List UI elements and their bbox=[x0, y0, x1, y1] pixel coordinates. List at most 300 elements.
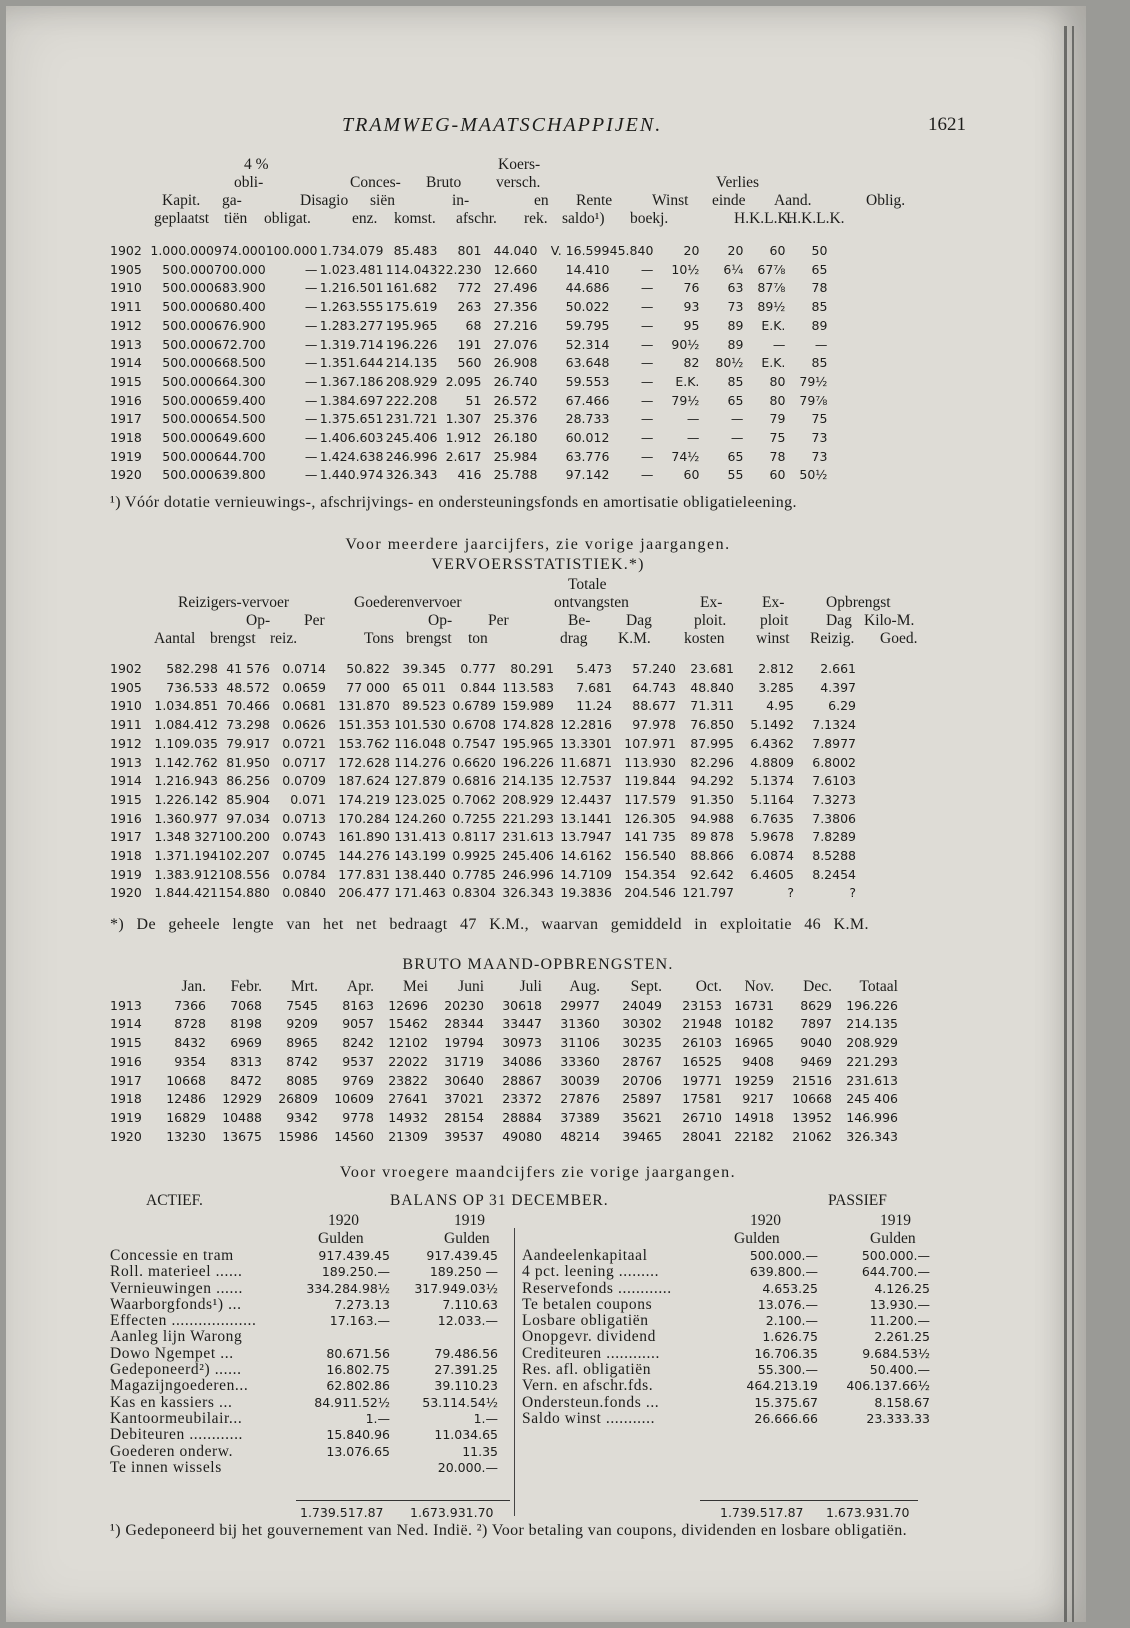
balance-value: 406.137.66½ bbox=[846, 1378, 930, 1394]
table-cell: 326.343 bbox=[846, 1128, 898, 1144]
table-cell: 27.356 bbox=[493, 299, 538, 315]
table-row bbox=[110, 866, 856, 885]
table-cell: 639.800 bbox=[214, 467, 266, 483]
balance-row bbox=[522, 1264, 930, 1280]
row-label: 1919 bbox=[110, 866, 142, 882]
header-cell: Op- bbox=[428, 612, 453, 629]
header-cell: boekj. bbox=[630, 210, 669, 227]
table-cell: 20 bbox=[727, 243, 744, 258]
balance-item: Kantoormeubilair... bbox=[110, 1409, 243, 1427]
table-cell: 26710 bbox=[682, 1109, 722, 1125]
table-cell: 12.7537 bbox=[560, 773, 612, 789]
table-cell: 13.1441 bbox=[560, 810, 612, 826]
table-cell: 1.283.277 bbox=[319, 317, 384, 333]
page-edge bbox=[1072, 26, 1074, 1622]
balance-value: 9.684.53½ bbox=[862, 1345, 930, 1361]
table-cell: 45.840 bbox=[609, 243, 654, 258]
table-cell: — bbox=[304, 280, 318, 296]
unit-label: Gulden bbox=[870, 1230, 916, 1247]
table-cell: 8242 bbox=[342, 1035, 374, 1051]
table-cell: 8472 bbox=[230, 1072, 262, 1088]
table-cell: 11.24 bbox=[576, 698, 612, 714]
balance-value: 11.35 bbox=[462, 1443, 498, 1459]
table-cell: 113.930 bbox=[624, 754, 676, 770]
table-cell: 114.043 bbox=[385, 261, 438, 277]
table-cell: 74½ bbox=[671, 448, 700, 464]
table-cell: 22182 bbox=[734, 1128, 774, 1144]
table-cell: 73 bbox=[811, 430, 828, 446]
table-cell: 171.463 bbox=[394, 885, 446, 901]
table-cell: 1.109.035 bbox=[154, 735, 218, 751]
table-cell: 8198 bbox=[230, 1016, 262, 1032]
header-cell: H.K.L.K. bbox=[734, 210, 793, 227]
table-cell: 2.661 bbox=[820, 661, 856, 676]
balance-item: Magazijngoederen... bbox=[110, 1377, 249, 1395]
table-cell: 12.2816 bbox=[560, 717, 612, 733]
table-cell: 222.208 bbox=[385, 392, 438, 408]
table-row bbox=[110, 697, 856, 716]
table-cell: 668.500 bbox=[214, 355, 266, 371]
table-cell: 73 bbox=[811, 448, 828, 464]
table-cell: — bbox=[686, 411, 700, 427]
table-cell: 12.660 bbox=[493, 261, 538, 277]
concession-table bbox=[110, 242, 827, 485]
table-cell: 27.076 bbox=[493, 336, 538, 352]
header-cell: ga- bbox=[222, 192, 242, 209]
table-cell: 221.293 bbox=[846, 1053, 898, 1069]
table-cell: 0.0709 bbox=[282, 773, 326, 789]
table-cell: 101.530 bbox=[394, 717, 446, 733]
actief-table bbox=[110, 1248, 498, 1476]
header-cell: enz. bbox=[352, 210, 378, 227]
table-cell: 7.3806 bbox=[812, 810, 856, 826]
table-cell: 79½ bbox=[671, 392, 700, 408]
table-cell: 9040 bbox=[800, 1035, 832, 1051]
balance-value: 11.034.65 bbox=[434, 1427, 498, 1443]
table-cell: 39537 bbox=[444, 1128, 484, 1144]
table-cell: 30640 bbox=[444, 1072, 484, 1088]
balance-row bbox=[110, 1460, 498, 1476]
row-label: 1912 bbox=[110, 735, 142, 751]
row-label: 1905 bbox=[110, 261, 142, 277]
table-cell: 19.3836 bbox=[560, 885, 612, 901]
table-cell: 0.7255 bbox=[452, 810, 496, 826]
table-cell: 57.240 bbox=[632, 661, 676, 676]
table-cell: 48214 bbox=[560, 1128, 600, 1144]
table-cell: — bbox=[304, 448, 318, 464]
balance-item: Ondersteun.fonds ... bbox=[522, 1393, 660, 1411]
balance-item: Losbare obligatiën bbox=[522, 1312, 649, 1330]
table-cell: 95 bbox=[683, 317, 700, 333]
table-row bbox=[110, 847, 856, 866]
table2-header bbox=[110, 576, 966, 652]
header-cell: versch. bbox=[496, 174, 541, 191]
table-cell: 208.929 bbox=[385, 373, 438, 389]
row-label: 1919 bbox=[110, 448, 142, 464]
table-row bbox=[110, 317, 827, 336]
table-cell: 974.000 bbox=[214, 243, 266, 258]
table-cell: 191 bbox=[457, 336, 482, 352]
table-cell: 187.624 bbox=[338, 773, 390, 789]
table-cell: 1.912 bbox=[445, 430, 482, 446]
table-cell: 560 bbox=[457, 355, 482, 371]
table-cell: 500.000 bbox=[162, 448, 214, 464]
monthly-revenue-table bbox=[110, 978, 898, 1146]
header-cell: Op- bbox=[246, 612, 271, 629]
table-cell: 44.686 bbox=[565, 280, 610, 296]
table-cell: 1.000.000 bbox=[150, 243, 214, 258]
table-cell: 76.850 bbox=[690, 717, 734, 733]
header-cell: Aand. bbox=[774, 192, 812, 209]
table-cell: 89 878 bbox=[690, 829, 734, 845]
header-cell: Goed. bbox=[880, 630, 918, 647]
table-cell: — bbox=[304, 392, 318, 408]
table-cell: ? bbox=[787, 885, 794, 901]
table-cell: 26809 bbox=[278, 1091, 318, 1107]
balance-value bbox=[390, 1329, 498, 1345]
table-cell: 3.285 bbox=[758, 679, 794, 695]
table-cell: 12929 bbox=[222, 1091, 262, 1107]
table-cell: 67.466 bbox=[565, 392, 610, 408]
table-cell: 80.291 bbox=[510, 661, 554, 676]
header-cell: afschr. bbox=[456, 210, 497, 227]
header-cell: Goederenvervoer bbox=[354, 594, 462, 611]
table-cell: 89 bbox=[811, 317, 828, 333]
balance-value: 16.706.35 bbox=[754, 1345, 818, 1361]
table-cell: 100.000 bbox=[265, 243, 318, 258]
balance-value: 16.802.75 bbox=[326, 1362, 390, 1378]
balance-item: Vernieuwingen ...... bbox=[110, 1279, 243, 1297]
table-cell: 10668 bbox=[792, 1091, 832, 1107]
table-cell: 153.762 bbox=[338, 735, 390, 751]
table-cell: 19794 bbox=[444, 1035, 484, 1051]
table-cell: 7.8977 bbox=[812, 735, 856, 751]
balance-value: 17.163.— bbox=[329, 1313, 390, 1329]
table-cell: 8728 bbox=[174, 1016, 206, 1032]
table-cell: 100.200 bbox=[218, 829, 270, 845]
table-cell: 1.263.555 bbox=[319, 299, 384, 315]
table2-title: VERVOERSSTATISTIEK.*) bbox=[431, 556, 645, 573]
row-label: 1902 bbox=[110, 243, 142, 258]
table-cell: 60 bbox=[769, 467, 786, 483]
table-cell: 16829 bbox=[166, 1109, 206, 1125]
table-cell: 48.572 bbox=[226, 679, 270, 695]
row-label: 1910 bbox=[110, 698, 142, 714]
table3-more: Voor vroegere maandcijfers zie vorige jaargangen. bbox=[339, 1164, 737, 1181]
table-cell: 177.831 bbox=[338, 866, 390, 882]
table-cell: 20706 bbox=[622, 1072, 662, 1088]
table-cell: 10488 bbox=[222, 1109, 262, 1125]
table-cell: — bbox=[640, 317, 654, 333]
running-head bbox=[110, 114, 966, 138]
table-cell: 116.048 bbox=[394, 735, 446, 751]
table-cell: 21516 bbox=[792, 1072, 832, 1088]
table-cell: 7545 bbox=[286, 997, 318, 1013]
balance-value: 11.200.— bbox=[869, 1313, 930, 1329]
year-label: 1920 bbox=[328, 1212, 359, 1229]
header-cell: obligat. bbox=[264, 210, 311, 227]
header-cell: komst. bbox=[394, 210, 436, 227]
table-cell: 25.788 bbox=[493, 467, 538, 483]
table-cell: — bbox=[640, 467, 654, 483]
table-cell: 1.360.977 bbox=[154, 810, 218, 826]
table-cell: 14.410 bbox=[565, 261, 610, 277]
month-header: Febr. bbox=[230, 978, 262, 995]
table-cell: 7.681 bbox=[576, 679, 612, 695]
balance-totals bbox=[110, 1500, 966, 1520]
balance-row bbox=[110, 1264, 498, 1280]
header-cell: Ex- bbox=[700, 594, 723, 611]
table-cell: 221.293 bbox=[502, 810, 554, 826]
table-cell: 28.733 bbox=[565, 411, 610, 427]
balance-item: Aanleg lijn Warong bbox=[110, 1328, 243, 1346]
passief-label: PASSIEF bbox=[828, 1192, 887, 1209]
balance-item: Saldo winst ........... bbox=[522, 1409, 656, 1427]
balance-value: 26.666.66 bbox=[754, 1410, 818, 1426]
balance-value: 644.700.— bbox=[861, 1264, 930, 1280]
table-cell: 174.219 bbox=[338, 791, 390, 807]
row-label: 1914 bbox=[110, 1016, 142, 1032]
row-label: 1914 bbox=[110, 355, 142, 371]
table-cell: 500.000 bbox=[162, 299, 214, 315]
table-cell: 126.305 bbox=[624, 810, 676, 826]
table-cell: 80 bbox=[769, 373, 786, 389]
table-cell: 94.988 bbox=[690, 810, 734, 826]
balance-value: 13.076.— bbox=[757, 1296, 818, 1312]
table-cell: 1.384.697 bbox=[319, 392, 384, 408]
table-row bbox=[110, 354, 827, 373]
table-cell: 8313 bbox=[230, 1053, 262, 1069]
balance-value: 334.284.98½ bbox=[306, 1280, 390, 1296]
table-cell: 23822 bbox=[388, 1072, 428, 1088]
row-label: 1917 bbox=[110, 411, 142, 427]
header-cell: geplaatst bbox=[154, 210, 210, 227]
balance-value bbox=[294, 1329, 390, 1345]
table-cell: 85 bbox=[811, 355, 828, 371]
table-cell: 21948 bbox=[682, 1016, 722, 1032]
table-cell: 55 bbox=[727, 467, 744, 483]
row-label: 1917 bbox=[110, 829, 142, 845]
table-cell: 82.296 bbox=[690, 754, 734, 770]
balance-title: BALANS OP 31 DECEMBER. bbox=[390, 1192, 609, 1209]
balance-value: 12.033.— bbox=[437, 1313, 498, 1329]
table-cell: 12486 bbox=[166, 1091, 206, 1107]
header-cell: in- bbox=[452, 192, 470, 209]
table-cell: 1.375.651 bbox=[319, 411, 384, 427]
balance-item: Te innen wissels bbox=[110, 1458, 222, 1476]
table-cell: 31719 bbox=[444, 1053, 484, 1069]
table-cell: — bbox=[772, 336, 786, 352]
balance-footnote: ¹) Gedeponeerd bij het gouvernement van Ned. Indië. ²) Voor betaling van coupons, dividenden en losbare obligatiën. bbox=[110, 1522, 908, 1539]
table-cell: 214.135 bbox=[502, 773, 554, 789]
table-cell: 52.314 bbox=[565, 336, 610, 352]
table-row bbox=[110, 1034, 898, 1053]
table-cell: 41 576 bbox=[226, 661, 270, 676]
table-row bbox=[110, 1015, 898, 1034]
header-cell: Opbrengst bbox=[826, 594, 891, 611]
header-cell: Dag bbox=[826, 612, 852, 629]
table-cell: 5.473 bbox=[576, 661, 612, 676]
table-cell: 1.034.851 bbox=[154, 698, 218, 714]
table-cell: 659.400 bbox=[214, 392, 266, 408]
table-cell: 23372 bbox=[502, 1091, 542, 1107]
table-cell: 9469 bbox=[800, 1053, 832, 1069]
table-cell: 9408 bbox=[742, 1053, 774, 1069]
balance-value: 20.000.— bbox=[437, 1459, 498, 1475]
balance-value: 13.930.— bbox=[869, 1296, 930, 1312]
table-row bbox=[110, 772, 856, 791]
row-label: 1911 bbox=[110, 299, 142, 315]
table-cell: 23153 bbox=[682, 997, 722, 1013]
table-cell: 644.700 bbox=[214, 448, 266, 464]
table-cell: 30618 bbox=[502, 997, 542, 1013]
table-cell: 48.840 bbox=[690, 679, 734, 695]
balance-row bbox=[522, 1395, 930, 1411]
table-cell: 0.6789 bbox=[452, 698, 496, 714]
table-cell: V. 16.599 bbox=[550, 243, 610, 258]
balance-value: 27.391.25 bbox=[434, 1362, 498, 1378]
balance-item: 4 pct. leening ......... bbox=[522, 1263, 660, 1281]
table-cell: 28154 bbox=[444, 1109, 484, 1125]
header-cell: kosten bbox=[684, 630, 725, 647]
table-cell: 649.600 bbox=[214, 430, 266, 446]
table-cell: 75 bbox=[811, 411, 828, 427]
table-cell: 11.6871 bbox=[560, 754, 612, 770]
table-cell: 89.523 bbox=[402, 698, 446, 714]
table-cell: 208.929 bbox=[502, 791, 554, 807]
balance-item: Kas en kassiers ... bbox=[110, 1393, 233, 1411]
row-label: 1918 bbox=[110, 848, 142, 864]
table-cell: — bbox=[640, 261, 654, 277]
header-cell: Dag bbox=[626, 612, 652, 629]
table-cell: 20 bbox=[683, 243, 700, 258]
table-cell: 9342 bbox=[286, 1109, 318, 1125]
table-cell: E.K. bbox=[675, 373, 700, 389]
table-row bbox=[110, 679, 856, 698]
table-cell: 231.613 bbox=[846, 1072, 898, 1088]
balance-row bbox=[110, 1297, 498, 1313]
table-cell: 27876 bbox=[560, 1091, 600, 1107]
traffic-table bbox=[110, 660, 856, 903]
balance-row bbox=[522, 1329, 930, 1345]
table-cell: 161.890 bbox=[338, 829, 390, 845]
table-cell: 97.978 bbox=[632, 717, 676, 733]
page bbox=[6, 6, 1086, 1622]
table-row bbox=[110, 997, 898, 1016]
table-cell: 2.617 bbox=[445, 448, 482, 464]
table-cell: 8965 bbox=[286, 1035, 318, 1051]
table-cell: 0.8304 bbox=[452, 885, 496, 901]
table-cell: — bbox=[304, 261, 318, 277]
table-cell: — bbox=[640, 299, 654, 315]
table-cell: 29977 bbox=[560, 997, 600, 1013]
table-cell: 161.682 bbox=[385, 280, 438, 296]
table-cell: 87⅞ bbox=[757, 280, 786, 296]
table-cell: 5.9678 bbox=[750, 829, 794, 845]
balance-value: 53.114.54½ bbox=[422, 1394, 498, 1410]
table-cell: 159.989 bbox=[502, 698, 554, 714]
table-cell: 7.3273 bbox=[812, 791, 856, 807]
table-cell: — bbox=[304, 373, 318, 389]
balance-item: Crediteuren ............ bbox=[522, 1344, 660, 1362]
table-cell: 65 bbox=[727, 448, 744, 464]
row-label: 1919 bbox=[110, 1109, 142, 1125]
table-cell: 81.950 bbox=[226, 754, 270, 770]
month-header: Apr. bbox=[346, 978, 374, 995]
balance-row bbox=[110, 1313, 498, 1329]
table-cell: 60 bbox=[683, 467, 700, 483]
table-cell: — bbox=[640, 392, 654, 408]
table-cell: 6.29 bbox=[828, 698, 856, 714]
balance-row bbox=[522, 1248, 930, 1264]
table-cell: 9057 bbox=[342, 1016, 374, 1032]
table-cell: 245.406 bbox=[502, 848, 554, 864]
balance-value: 917.439.45 bbox=[318, 1248, 390, 1263]
table-cell: 9354 bbox=[174, 1053, 206, 1069]
table-cell: 0.0840 bbox=[282, 885, 326, 901]
table-cell: 1.084.412 bbox=[154, 717, 218, 733]
table-cell: 500.000 bbox=[162, 373, 214, 389]
table-cell: 131.870 bbox=[338, 698, 390, 714]
header-cell: Reizigers-vervoer bbox=[178, 594, 290, 611]
header-cell: Reizig. bbox=[810, 630, 855, 647]
table-row bbox=[110, 884, 856, 903]
balance-row bbox=[110, 1329, 498, 1345]
month-header: Juli bbox=[519, 978, 542, 995]
year-label: 1920 bbox=[750, 1212, 781, 1229]
balance-value: 15.375.67 bbox=[754, 1394, 818, 1410]
table-cell: 14560 bbox=[334, 1128, 374, 1144]
table-cell: 9778 bbox=[342, 1109, 374, 1125]
table-cell: 91.350 bbox=[690, 791, 734, 807]
table-cell: 27.216 bbox=[493, 317, 538, 333]
row-label: 1916 bbox=[110, 810, 142, 826]
table-cell: 196.226 bbox=[385, 336, 438, 352]
table-row bbox=[110, 336, 827, 355]
month-header: Dec. bbox=[803, 978, 832, 995]
table-cell: 97.034 bbox=[226, 810, 270, 826]
table-cell: 500.000 bbox=[162, 430, 214, 446]
passief-total-1919: 1.673.931.70 bbox=[826, 1505, 910, 1520]
table-cell: 144.276 bbox=[338, 848, 390, 864]
table-cell: 154.354 bbox=[624, 866, 676, 882]
header-cell: einde bbox=[712, 192, 746, 209]
table-cell: 8163 bbox=[342, 997, 374, 1013]
table-cell: 85.483 bbox=[393, 243, 438, 258]
table-cell: 68 bbox=[465, 317, 482, 333]
table-cell: 79⅞ bbox=[799, 392, 828, 408]
table-cell: 63.776 bbox=[565, 448, 610, 464]
table2-footnote: *) De geheele lengte van het net bedraagt 47 K.M., waarvan gemiddeld in exploitatie 46 K.M. bbox=[110, 916, 869, 933]
unit-label: Gulden bbox=[444, 1230, 490, 1247]
unit-label: Gulden bbox=[318, 1230, 364, 1247]
table-cell: 0.6708 bbox=[452, 717, 496, 733]
header-cell: ploit. bbox=[694, 612, 727, 629]
table-row bbox=[110, 1072, 898, 1091]
table-cell: 89 bbox=[727, 336, 744, 352]
table3 bbox=[110, 978, 966, 1146]
table-cell: 16731 bbox=[734, 997, 774, 1013]
year-label: 1919 bbox=[454, 1212, 485, 1229]
table-cell: 196.226 bbox=[846, 997, 898, 1013]
table-cell: 30302 bbox=[622, 1016, 662, 1032]
table-cell: 1.440.974 bbox=[319, 467, 384, 483]
table-cell: 25.984 bbox=[493, 448, 538, 464]
table-cell: 34086 bbox=[502, 1053, 542, 1069]
table-row bbox=[110, 448, 827, 467]
table-cell: 26.908 bbox=[493, 355, 538, 371]
row-label: 1913 bbox=[110, 754, 142, 770]
